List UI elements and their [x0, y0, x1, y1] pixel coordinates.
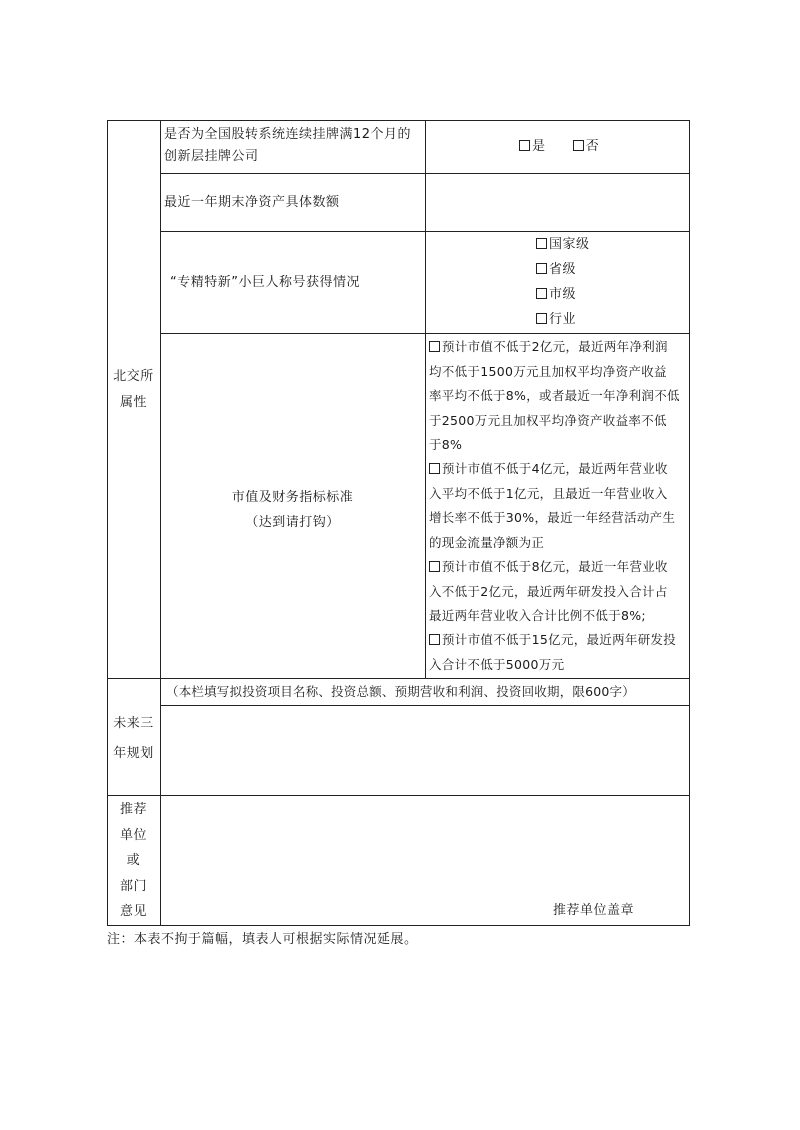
criterion-3[interactable]: 预计市值不低于8亿元，最近一年营业收 入不低于2亿元，最近两年研发投入合计占 最近两年营业收入合计比例不低于8%; — [429, 559, 668, 623]
checkbox-provincial[interactable]: 省级 — [536, 257, 590, 282]
section-label-plan: 未来三 年规划 — [113, 716, 154, 761]
table-border-top — [107, 120, 689, 121]
plan-input-area[interactable] — [161, 706, 688, 794]
criterion-1[interactable]: 预计市值不低于2亿元，最近两年净利润 均不低于1500万元且加权平均净资产收益 率平均不低于8%，或者最近一年净利润不低 于2500万元且加权平均净资产收益率不低 于8% — [429, 339, 680, 452]
checkbox-no[interactable]: 否 — [573, 139, 600, 154]
table-border-bottom — [107, 925, 689, 926]
nqe-question: 是否为全国股转系统连续挂牌满12个月的 创新层挂牌公司 — [164, 127, 412, 164]
section-label-beijiao: 北交所 属性 — [113, 369, 154, 410]
checkbox-criterion-2[interactable] — [429, 463, 440, 474]
column-divider — [425, 120, 426, 678]
checkbox-criterion-1[interactable] — [429, 341, 440, 352]
srdi-label: “专精特新”小巨人称号获得情况 — [170, 275, 360, 290]
checkbox-criterion-4[interactable] — [429, 634, 440, 645]
section-divider — [107, 678, 689, 679]
seal-label: 推荐单位盖章 — [553, 903, 635, 918]
checkbox-industry[interactable]: 行业 — [536, 307, 590, 332]
opinion-input-area[interactable] — [161, 796, 688, 896]
nqe-options — [519, 136, 599, 158]
criteria-label: 市值及财务指标标准 （达到请打钩） — [231, 490, 354, 530]
net-assets-label: 最近一年期末净资产具体数额 — [164, 195, 340, 210]
footnote: 注：本表不拘于篇幅，填表人可根据实际情况延展。 — [107, 932, 418, 947]
checkbox-national[interactable]: 国家级 — [536, 232, 590, 257]
checkbox-criterion-3[interactable] — [429, 561, 440, 572]
criterion-2[interactable]: 预计市值不低于4亿元，最近两年营业收 入平均不低于1亿元，且最近一年营业收入 增长率不低于30%，最近一年经营活动产生 的现金流量净额为正 — [429, 461, 676, 550]
checkbox-yes[interactable]: 是 — [519, 139, 546, 154]
checkbox-city[interactable]: 市级 — [536, 282, 590, 307]
criterion-4[interactable]: 预计市值不低于15亿元，最近两年研发投 入合计不低于5000万元 — [429, 632, 677, 672]
section-label-opinion: 推荐 单位 或 部门 意见 — [119, 802, 147, 919]
srdi-options — [536, 232, 590, 332]
plan-instruction: （本栏填写拟投资项目名称、投资总额、预期营收和利润、投资回收期，限600字） — [166, 684, 635, 699]
net-assets-value[interactable] — [430, 192, 685, 214]
